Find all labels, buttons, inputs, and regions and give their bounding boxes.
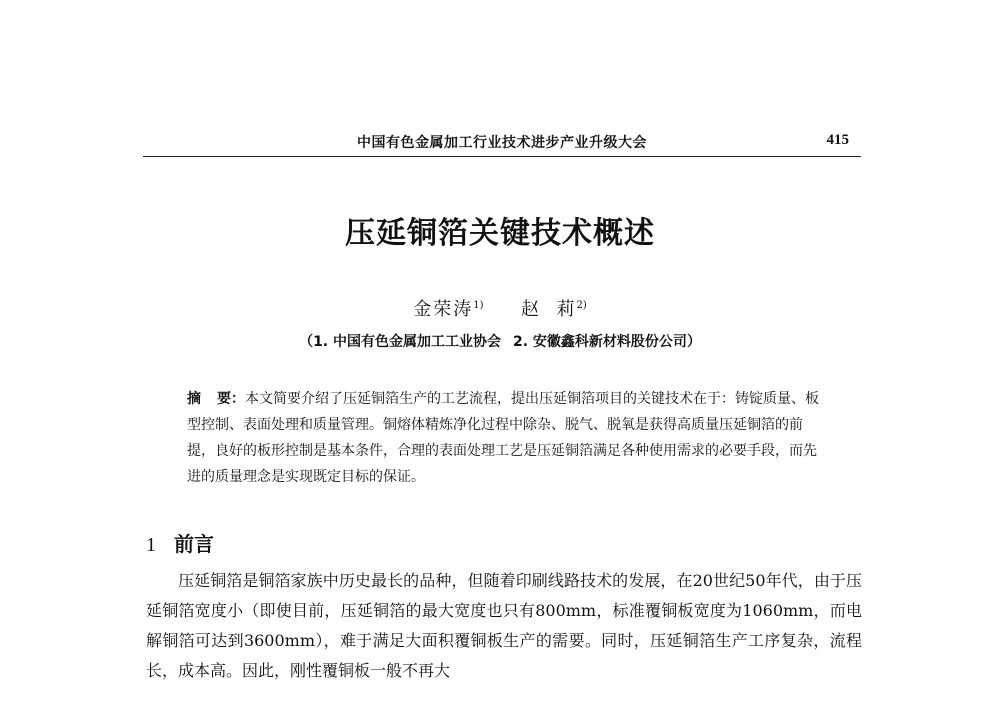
author-affiliation-mark: 1)	[473, 300, 484, 311]
page-number: 415	[826, 132, 849, 148]
affiliation-open-paren: （	[299, 334, 314, 350]
running-header	[143, 128, 861, 157]
affiliation-close-paren: ）	[686, 334, 701, 350]
affiliation-1: 1. 中国有色金属加工工业协会	[313, 334, 501, 350]
abstract-label	[187, 391, 245, 407]
body-paragraph-text: 压延铜箔是铜箔家族中历史最长的品种，但随着印刷线路技术的发展，在20世纪50年代，由于压延铜箔宽度小（即使目前，压延铜箔的最大宽度也只有800mm，标准覆铜板宽度为1060mm，而电解铜箔可达到3600mm），难于满足大面积覆铜板生产的需要。同时，压延铜箔生产工序复杂，流程长，成本高。因此，刚性覆铜板一般不再大	[146, 571, 862, 680]
author-name: 赵 莉	[521, 299, 577, 320]
affiliation-2: 2. 安徽鑫科新材料股份公司	[513, 334, 687, 350]
affiliations	[0, 331, 1000, 351]
author-name: 金荣涛	[413, 299, 474, 320]
conference-name: 中国有色金属加工行业技术进步产业升级大会	[357, 135, 647, 151]
section-heading	[146, 528, 214, 557]
abstract-label-part: 摘	[187, 391, 201, 407]
abstract-label-part: 要：	[217, 391, 245, 407]
paper-title: 压延铜箔关键技术概述	[345, 216, 655, 251]
author-list	[0, 295, 1000, 321]
section-number: 1	[146, 534, 156, 556]
abstract	[187, 386, 827, 490]
abstract-text: 本文简要介绍了压延铜箔生产的工艺流程，提出压延铜箔项目的关键技术在于：铸锭质量、板型控制、表面处理和质量管理。铜熔体精炼净化过程中除杂、脱气、脱氧是获得高质量压延铜箔的前提，良好的板形控制是基本条件，合理的表面处理工艺是压延铜箔满足各种使用需求的必要手段，而先进的质量理念是实现既定目标的保证。	[187, 391, 819, 485]
author-affiliation-mark: 2)	[576, 300, 587, 311]
section-title: 前言	[174, 532, 214, 556]
body-paragraph	[146, 566, 862, 686]
